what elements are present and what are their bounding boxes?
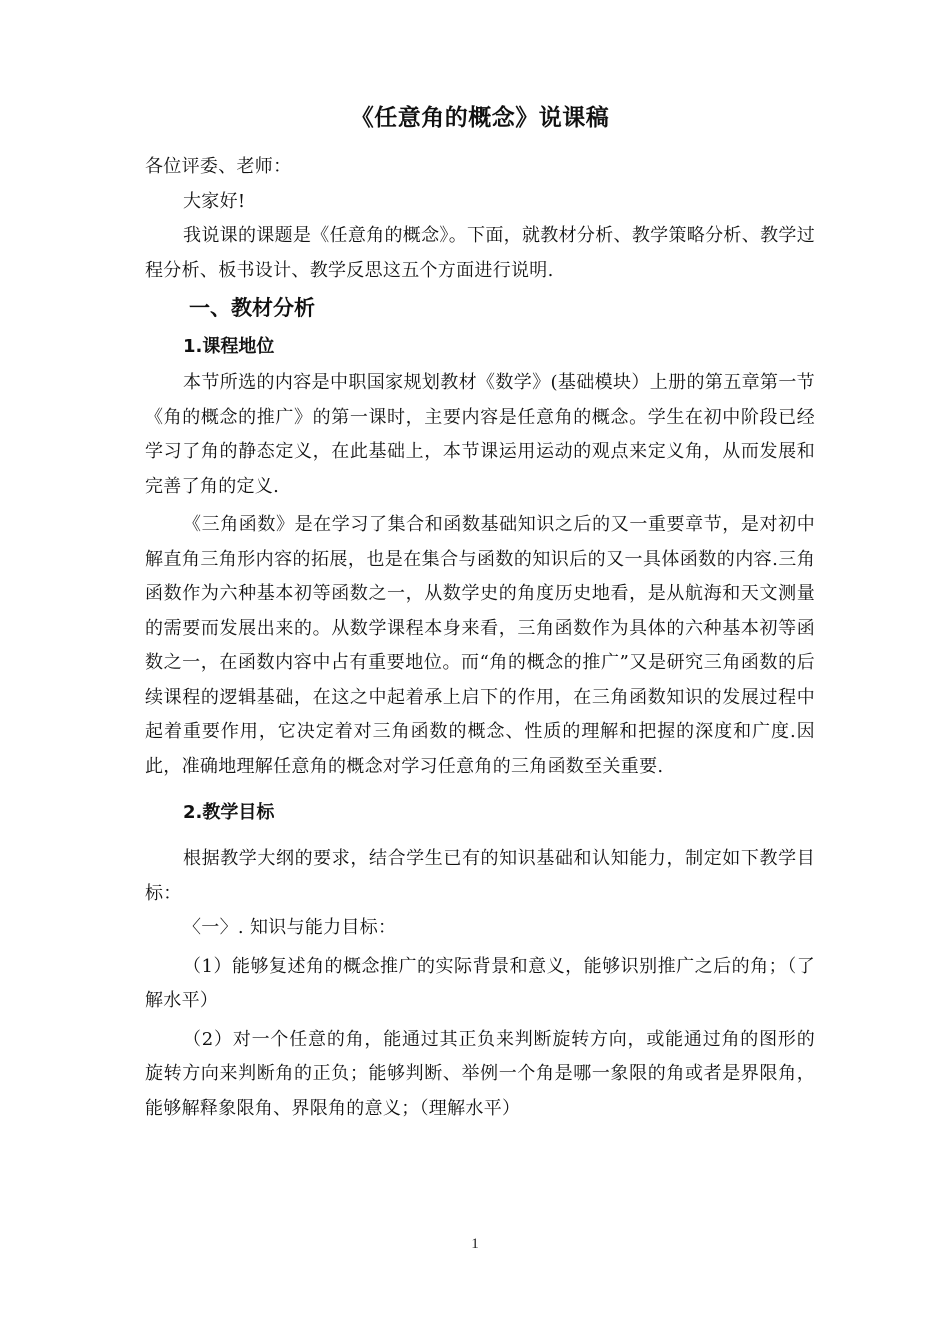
page-number: 1 <box>471 1236 479 1252</box>
goal-item-2: （2）对一个任意的角，能通过其正负来判断旋转方向，或能通过角的图形的旋转方向来判断角的正负；能够判断、举例一个角是哪一象限的角或者是界限角，能够解释象限角、界限角的意义；（理解水平） <box>145 1028 815 1119</box>
section-spacer <box>145 832 815 842</box>
greeting: 各位评委、老师： <box>145 156 292 177</box>
subsection-heading-teaching-goals: 2.教学目标 <box>183 802 275 823</box>
course-position-paragraph-2: 《三角函数》是在学习了集合和函数基础知识之后的又一重要章节，是对初中解直角三角形内容的拓展，也是在集合与函数的知识后的又一具体函数的内容.三角函数作为六种基本初等函数之一，从数学史的角度历史地看，是从航海和天文测量的需要而发展出来的。从数学课程本身来看，三角函数作为具体的六种基本初等函数之一，在函数内容中占有重要地位。而“角的概念的推广”又是研究三角函数的后续课程的逻辑基础，在这之中起着承上启下的作用，在三角函数知识的发展过程中起着重要作用，它决定着对三角函数的概念、性质的理解和把握的深度和广度.因此，准确地理解任意角的概念对学习任意角的三角函数至关重要. <box>145 514 815 777</box>
intro-paragraph: 我说课的课题是《任意角的概念》。下面，就教材分析、教学策略分析、教学过程分析、板书设计、教学反思这五个方面进行说明. <box>145 225 815 281</box>
teaching-goals-intro: 根据教学大纲的要求，结合学生已有的知识基础和认知能力，制定如下教学目标： <box>145 848 815 904</box>
document-body <box>145 98 815 1126</box>
hello-line: 大家好! <box>183 190 246 212</box>
subsection-heading-course-position: 1.课程地位 <box>183 336 275 357</box>
knowledge-ability-goals-heading: 〈一〉. 知识与能力目标： <box>183 917 397 938</box>
goal-item-1: （1）能够复述角的概念推广的实际背景和意义，能够识别推广之后的角；（了解水平） <box>145 955 815 1011</box>
section-heading-textbook-analysis: 一、教材分析 <box>189 296 315 320</box>
course-position-paragraph-1: 本节所选的内容是中职国家规划教材《数学》(基础模块）上册的第五章第一节《角的概念的推广》的第一课时，主要内容是任意角的概念。学生在初中阶段已经学习了角的静态定义，在此基础上，本节课运用运动的观点来定义角，从而发展和完善了角的定义. <box>145 372 815 497</box>
document-title: 《任意角的概念》说课稿 <box>350 105 610 131</box>
section-spacer <box>145 784 815 794</box>
